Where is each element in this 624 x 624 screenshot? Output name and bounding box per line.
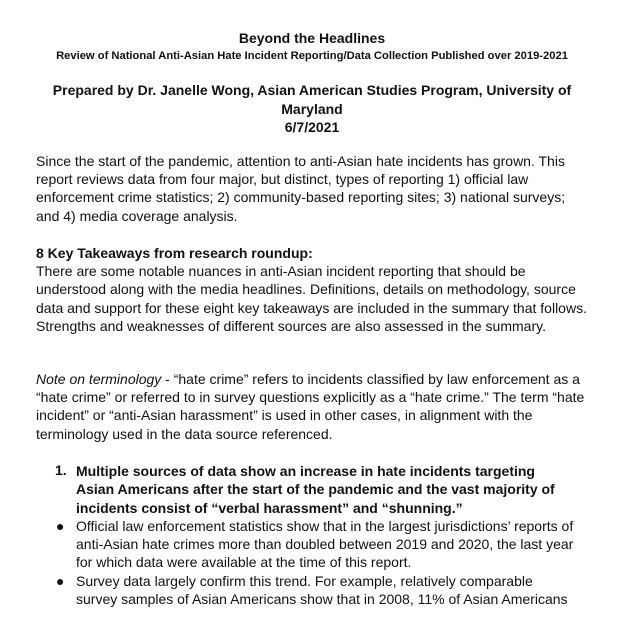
document-subtitle: Review of National Anti-Asian Hate Incident Reporting/Data Collection Published over 2019-2021 xyxy=(56,50,568,62)
takeaways-paragraph: There are some notable nuances in anti-Asian incident reporting that should be understood along with the media headlines. Definitions, details on methodology, source data and support for these eight key takeaways are included in the summary that follows. Strengths and weaknesses of different sources are also assessed in the summary. xyxy=(36,263,587,334)
bullet-icon: ● xyxy=(56,518,65,534)
takeaways-section xyxy=(36,244,588,335)
prepared-by-line: Prepared by Dr. Janelle Wong, Asian American Studies Program, University of Maryland xyxy=(52,82,572,117)
list-number: 1. xyxy=(55,462,67,478)
report-date: 6/7/2021 xyxy=(284,119,340,135)
author-block xyxy=(40,81,584,137)
document-title: Beyond the Headlines xyxy=(238,30,386,46)
takeaways-heading: 8 Key Takeaways from research roundup: xyxy=(36,245,313,261)
list-item-1: Multiple sources of data show an increase in hate incidents targeting Asian Americans after the start of the pandemic and the vast majority of incidents consist of “verbal harassment” and “shunning.” xyxy=(76,463,555,516)
intro-paragraph: Since the start of the pandemic, attention to anti-Asian hate incidents has grown. This report reviews data from four major, but distinct, types of reporting 1) official law enforcement crime statistics; 2) community-based reporting sites; 3) national surveys; and 4) media coverage analysis. xyxy=(36,153,566,224)
terminology-lead: Note on terminology xyxy=(36,371,162,387)
terminology-text: - “hate crime” refers to incidents classified by law enforcement as a “hate crime” or referred to in survey questions explicitly as a “hate crime.” The term “hate incident” or “anti-Asian harassment” is used in other cases, in alignment with the terminology used in the data source referenced. xyxy=(36,371,585,442)
bullet-icon: ● xyxy=(56,573,65,589)
bullet-text: Survey data largely confirm this trend. For example, relatively comparable survey samples of Asian Americans show that in 2008, 11% of Asian Americans xyxy=(76,573,568,608)
terminology-note xyxy=(36,370,588,443)
bullet-text: Official law enforcement statistics show that in the largest jurisdictions’ reports of anti-Asian hate crimes more than doubled between 2019 and 2020, the last year for which data were available at the time of this report. xyxy=(76,518,574,571)
